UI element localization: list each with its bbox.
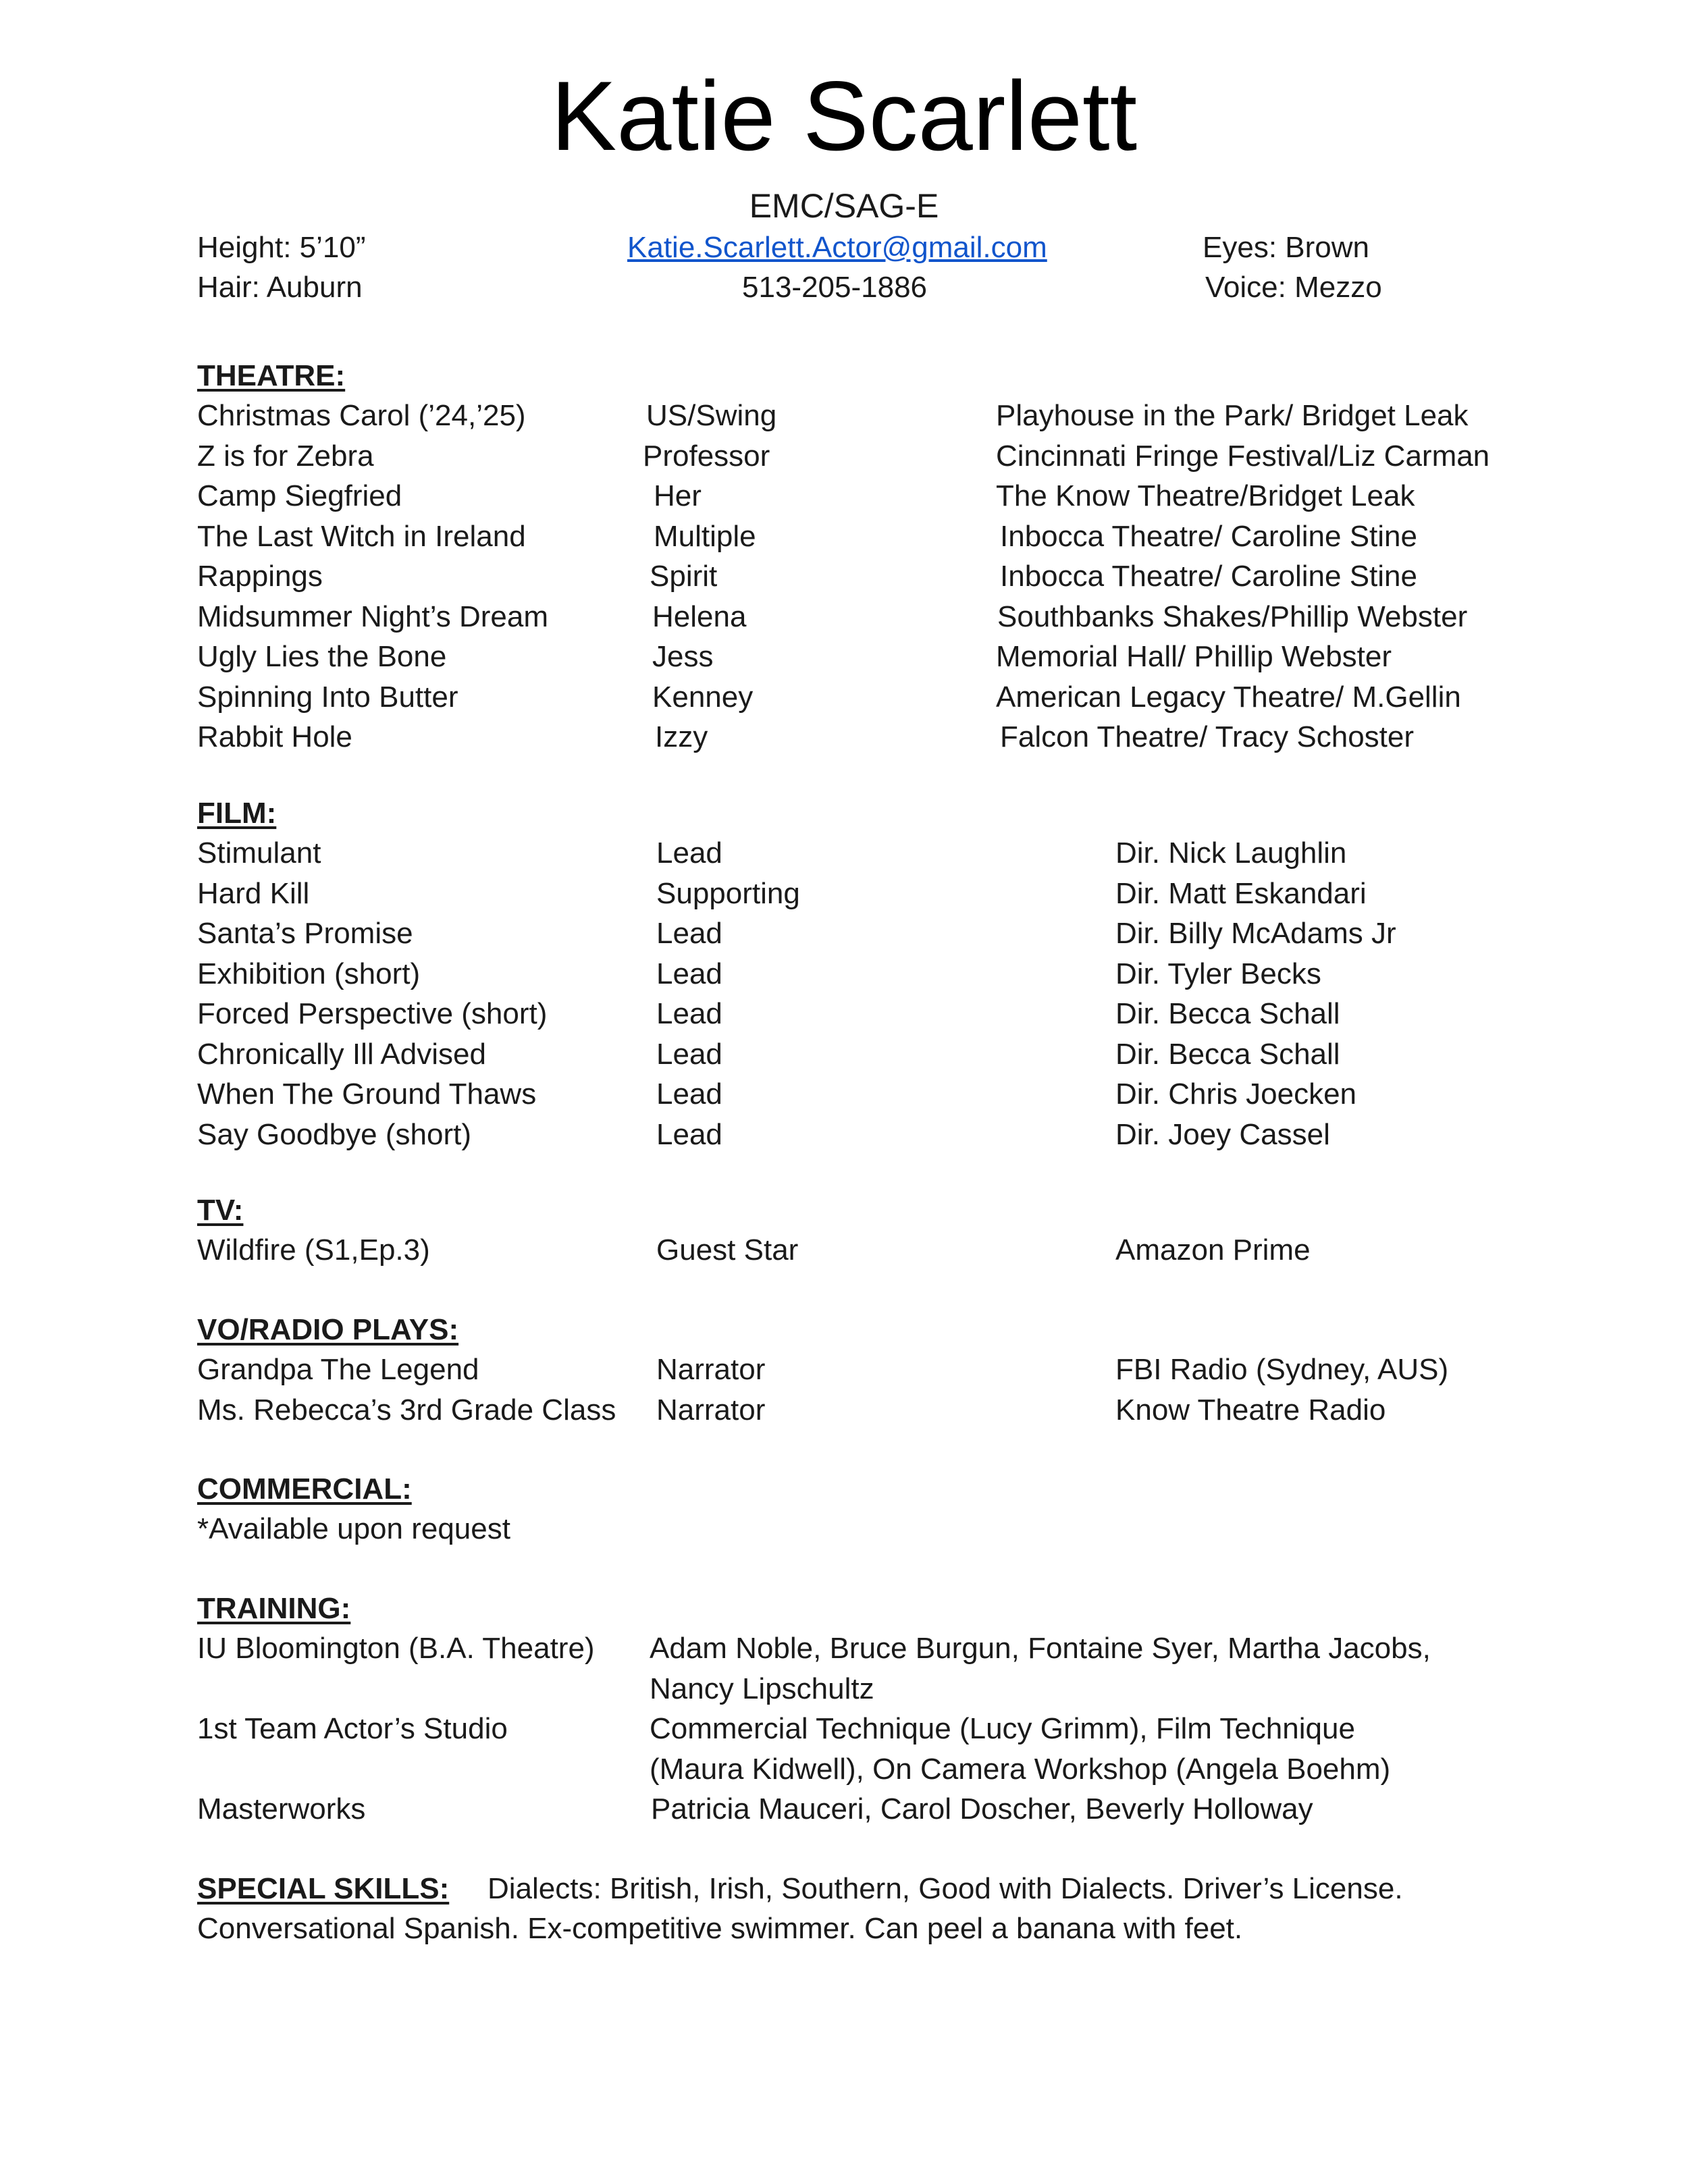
skills-text: Dialects: British, Irish, Southern, Good with Dialects. Driver’s License. (487, 1872, 1403, 1905)
tv-heading: TV: (197, 1194, 244, 1227)
credit-role: Lead (656, 917, 722, 950)
film-row (0, 1036, 1688, 1077)
credit-director: Dir. Nick Laughlin (1115, 836, 1347, 870)
film-list (0, 835, 1688, 1156)
credit-role: Lead (656, 836, 722, 870)
training-row (0, 1630, 1688, 1711)
voice-stat: Voice: Mezzo (1205, 271, 1382, 304)
film-row (0, 1076, 1688, 1117)
credit-company: Memorial Hall/ Phillip Webster (996, 640, 1392, 673)
skills-text-cont: Conversational Spanish. Ex-competitive swimmer. Can peel a banana with feet. (197, 1912, 1243, 1945)
credit-director: Dir. Billy McAdams Jr (1115, 917, 1396, 950)
credit-title: Exhibition (short) (197, 957, 421, 990)
credit-role: Jess (652, 640, 714, 673)
height-stat: Height: 5’10” (197, 231, 366, 264)
credit-company: The Know Theatre/Bridget Leak (996, 479, 1415, 512)
credit-company: Cincinnati Fringe Festival/Liz Carman (996, 439, 1490, 473)
credit-role: Lead (656, 997, 722, 1030)
training-school: IU Bloomington (B.A. Theatre) (197, 1632, 595, 1665)
credit-title: Say Goodbye (short) (197, 1117, 471, 1151)
credit-role: Lead (656, 1117, 722, 1151)
vo-row (0, 1392, 1688, 1433)
training-row (0, 1711, 1688, 1791)
credit-company: American Legacy Theatre/ M.Gellin (996, 680, 1461, 714)
credit-company: Inbocca Theatre/ Caroline Stine (1000, 519, 1417, 553)
credit-outlet: FBI Radio (Sydney, AUS) (1115, 1353, 1449, 1386)
film-heading: FILM: (197, 797, 277, 830)
credit-title: Spinning Into Butter (197, 680, 458, 714)
training-school: Masterworks (197, 1792, 366, 1826)
hair-stat: Hair: Auburn (197, 271, 363, 304)
actor-name: Katie Scarlett (550, 61, 1138, 171)
credit-title: Z is for Zebra (197, 439, 374, 473)
theatre-row (0, 398, 1688, 438)
credit-title: Forced Perspective (short) (197, 997, 548, 1030)
training-teachers: Patricia Mauceri, Carol Doscher, Beverly Holloway (651, 1792, 1313, 1826)
credit-title: Wildfire (S1,Ep.3) (197, 1233, 430, 1267)
theatre-row (0, 558, 1688, 599)
credit-role: Multiple (654, 519, 756, 553)
credit-title: The Last Witch in Ireland (197, 519, 526, 553)
credit-role: Narrator (656, 1393, 766, 1427)
credit-role: Her (654, 479, 702, 512)
commercial-heading: COMMERCIAL: (197, 1472, 412, 1506)
theatre-row (0, 599, 1688, 639)
credit-director: Dir. Joey Cassel (1115, 1117, 1330, 1151)
theatre-row (0, 679, 1688, 720)
training-teachers: Commercial Technique (Lucy Grimm), Film Technique (650, 1712, 1355, 1745)
theatre-row (0, 719, 1688, 760)
credit-director: Dir. Chris Joecken (1115, 1077, 1357, 1111)
credit-director: Dir. Becca Schall (1115, 997, 1340, 1030)
credit-company: Inbocca Theatre/ Caroline Stine (1000, 560, 1417, 593)
credit-role: Supporting (656, 876, 800, 910)
credit-title: Camp Siegfried (197, 479, 402, 512)
credit-role: Helena (652, 600, 747, 633)
film-row (0, 1117, 1688, 1157)
vo-heading: VO/RADIO PLAYS: (197, 1313, 459, 1346)
credit-title: Christmas Carol (’24,’25) (197, 399, 526, 432)
credit-role: Lead (656, 1077, 722, 1111)
training-teachers: Adam Noble, Bruce Burgun, Fontaine Syer, Martha Jacobs, (650, 1632, 1431, 1665)
credit-title: Santa’s Promise (197, 917, 413, 950)
credit-title: Rappings (197, 560, 323, 593)
training-teachers-cont: (Maura Kidwell), On Camera Workshop (Angela Boehm) (650, 1752, 1391, 1786)
credit-director: Dir. Tyler Becks (1115, 957, 1321, 990)
film-row (0, 835, 1688, 876)
credit-outlet: Know Theatre Radio (1115, 1393, 1386, 1427)
credit-company: Falcon Theatre/ Tracy Schoster (1000, 720, 1415, 753)
theatre-row (0, 518, 1688, 559)
phone-number: 513-205-1886 (742, 271, 928, 304)
eyes-stat: Eyes: Brown (1203, 231, 1369, 264)
training-heading: TRAINING: (197, 1592, 351, 1625)
union-status: EMC/SAG-E (749, 187, 939, 225)
credit-role: Professor (643, 439, 770, 473)
credit-title: Midsummer Night’s Dream (197, 600, 548, 633)
theatre-row (0, 478, 1688, 518)
credit-role: Lead (656, 957, 722, 990)
film-row (0, 956, 1688, 996)
theatre-row (0, 438, 1688, 479)
theatre-list (0, 398, 1688, 760)
training-school: 1st Team Actor’s Studio (197, 1712, 508, 1745)
credit-role: Izzy (655, 720, 708, 753)
vo-row (0, 1352, 1688, 1392)
credit-role: Narrator (656, 1353, 766, 1386)
tv-row (0, 1232, 1688, 1273)
tv-list (0, 1232, 1688, 1273)
credit-network: Amazon Prime (1115, 1233, 1311, 1267)
film-row (0, 876, 1688, 916)
credit-director: Dir. Matt Eskandari (1115, 876, 1367, 910)
credit-role: Guest Star (656, 1233, 799, 1267)
credit-role: US/Swing (646, 399, 777, 432)
credit-title: Ms. Rebecca’s 3rd Grade Class (197, 1393, 616, 1427)
vo-list (0, 1352, 1688, 1432)
credit-role: Kenney (652, 680, 754, 714)
training-list (0, 1630, 1688, 1832)
credit-title: Stimulant (197, 836, 321, 870)
credit-title: Grandpa The Legend (197, 1353, 479, 1386)
training-teachers-cont: Nancy Lipschultz (650, 1672, 874, 1705)
credit-title: Hard Kill (197, 876, 310, 910)
credit-role: Spirit (650, 560, 718, 593)
credit-title: Rabbit Hole (197, 720, 352, 753)
credit-title: Ugly Lies the Bone (197, 640, 447, 673)
credit-title: When The Ground Thaws (197, 1077, 537, 1111)
theatre-heading: THEATRE: (197, 359, 346, 392)
skills-heading: SPECIAL SKILLS: (197, 1872, 450, 1905)
credit-role: Lead (656, 1037, 722, 1071)
film-row (0, 915, 1688, 956)
email-link[interactable]: Katie.Scarlett.Actor@gmail.com (627, 231, 1047, 264)
theatre-row (0, 639, 1688, 679)
training-row (0, 1791, 1688, 1832)
credit-company: Southbanks Shakes/Phillip Webster (997, 600, 1468, 633)
commercial-note: *Available upon request (197, 1512, 510, 1545)
credit-company: Playhouse in the Park/ Bridget Leak (996, 399, 1469, 432)
credit-title: Chronically Ill Advised (197, 1037, 486, 1071)
film-row (0, 996, 1688, 1036)
credit-director: Dir. Becca Schall (1115, 1037, 1340, 1071)
